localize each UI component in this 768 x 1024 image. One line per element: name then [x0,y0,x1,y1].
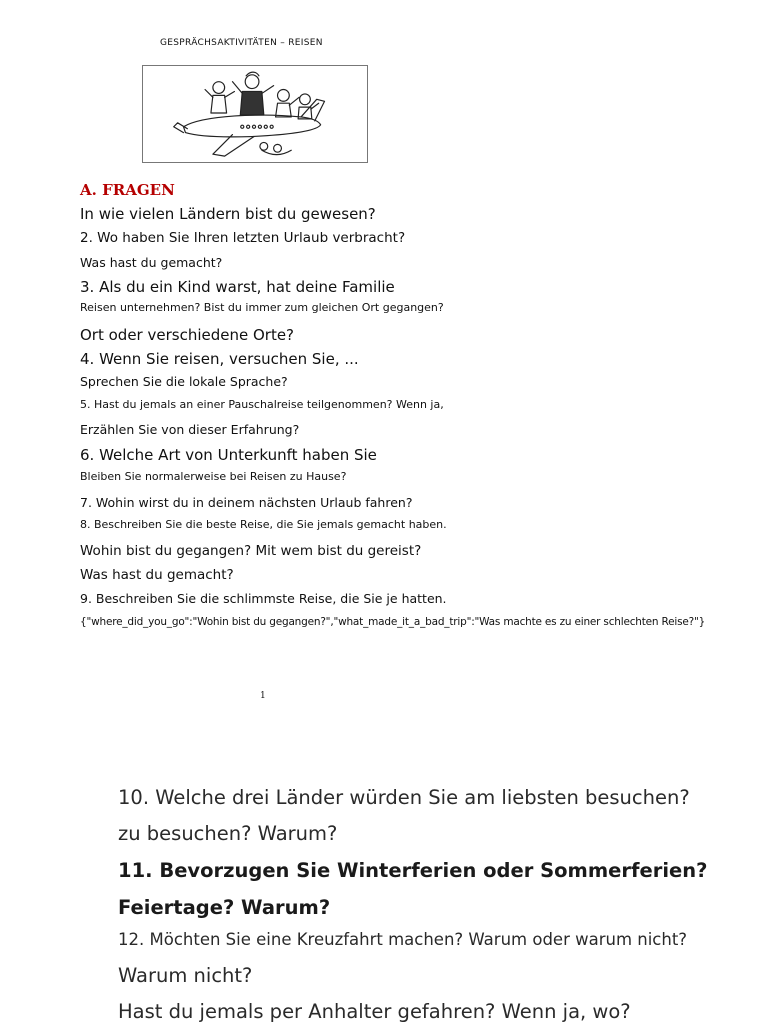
family-on-airplane-image [143,66,367,162]
question-line-large: Hast du jemals per Anhalter gefahren? Wenn ja, wo? [118,1000,631,1023]
question-line: 4. Wenn Sie reisen, versuchen Sie, ... [80,350,359,368]
question-line: 5. Hast du jemals an einer Pauschalreise teilgenommen? Wenn ja, [80,398,444,411]
question-line: Sprechen Sie die lokale Sprache? [80,374,288,389]
section-title: A. FRAGEN [80,181,175,199]
question-line-large: zu besuchen? Warum? [118,822,338,845]
question-line: 7. Wohin wirst du in deinem nächsten Urlaub fahren? [80,495,413,510]
question-line-large: Warum nicht? [118,964,253,987]
travel-illustration [142,65,368,163]
question-line: 8. Beschreiben Sie die beste Reise, die Sie jemals gemacht haben. [80,518,447,531]
question-line: Reisen unternehmen? Bist du immer zum gleichen Ort gegangen? [80,301,444,314]
question-line: 2. Wo haben Sie Ihren letzten Urlaub verbracht? [80,230,406,246]
question-line-large: 12. Möchten Sie eine Kreuzfahrt machen? Warum oder warum nicht? [118,930,688,949]
question-line: Wohin bist du gegangen? Mit wem bist du gereist? [80,543,422,559]
question-line-large: 11. Bevorzugen Sie Winterferien oder Sommerferien? [118,859,708,882]
question-line: 6. Welche Art von Unterkunft haben Sie [80,446,377,464]
page-number: 1 [260,691,266,701]
question-line: Was hast du gemacht? [80,567,234,583]
question-line: In wie vielen Ländern bist du gewesen? [80,205,376,223]
question-line: Bleiben Sie normalerweise bei Reisen zu Hause? [80,470,347,483]
question-line-large: 10. Welche drei Länder würden Sie am liebsten besuchen? [118,786,690,809]
question-line: 3. Als du ein Kind warst, hat deine Familie [80,278,395,296]
question-line: 9. Beschreiben Sie die schlimmste Reise, die Sie je hatten. [80,591,447,606]
question-line-large: Feiertage? Warum? [118,896,331,919]
question-line: Ort oder verschiedene Orte? [80,326,295,344]
question-line: Erzählen Sie von dieser Erfahrung? [80,422,300,437]
document-header: GESPRÄCHSAKTIVITÄTEN – REISEN [160,38,323,48]
json-text-line: {"where_did_you_go":"Wohin bist du gegangen?","what_made_it_a_bad_trip":"Was machte es zu einer schlechten Reise?"} [80,616,706,628]
question-line: Was hast du gemacht? [80,255,223,270]
